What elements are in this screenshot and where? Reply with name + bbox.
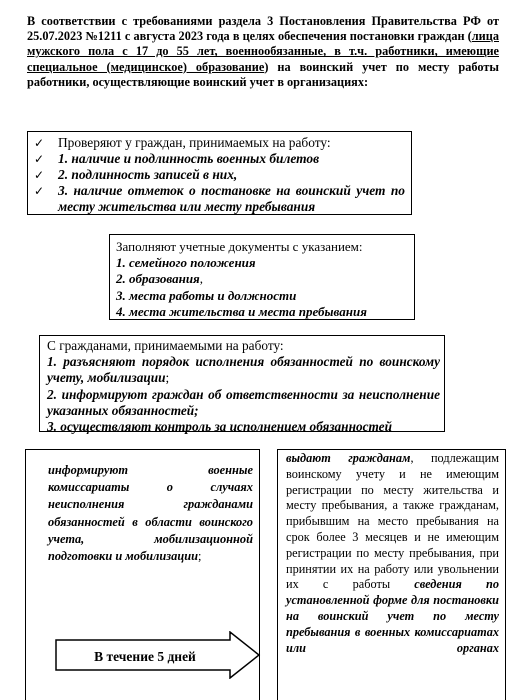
checkmark-icon: ✓ [34,184,45,198]
issue-text: выдают гражданам, подлежащим воинскому учету и не имеющим регистрации по месту жительства и месту пребывания, а также гражданам, прибывшим на место пребывания на срок более 3 месяцев и не имеющим регистрации по месту пребывания, при принятии их на работу или увольнении их с работы сведения по установленной форме для постановки на воинский учет по месту пребывания в военных комиссариатах или органах [286,451,499,655]
fill-item-1: 1. семейного положения [116,255,256,270]
deadline-arrow [55,631,261,679]
check-item-1: ✓ 1. наличие и подлинность военных билетов [34,151,320,166]
fill-item-3: 3. места работы и должности [116,287,297,303]
intro-underlined: лица мужского пола с 17 до 55 лет, военнообязанные, в т.ч. работники, имеющие специальное (медицинское) образование [27,29,499,74]
issue-info-box [277,449,506,700]
explain-item-2: 2. информируют граждан об ответственности за неисполнение указанных обязанностей; [47,386,440,418]
intro-part1: В соответствии с требованиями раздела 3 Постановления Правительства РФ от 25.07.2023 №1211 с августа 2023 года в целях обеспечения постановки граждан ( [27,14,499,44]
explain-item-1: 1. разъясняют порядок исполнения обязанностей по воинскому учету, мобилизации; [47,354,440,386]
check-item-2: ✓ 2. подлинность записей в них, [34,167,238,182]
inform-text: информируют военные комиссариаты о случаях неисполнения гражданами обязанностей в области воинского учета, мобилизационной подготовки и мобилизации; [48,463,253,564]
explain-duties-box [39,335,445,435]
deadline-label: В течение 5 дней [94,649,196,664]
explain-item-3: 3. осуществляют контроль за исполнением обязанностей [47,419,392,435]
checkmark-icon: ✓ [34,168,45,182]
intro-part2: ) на воинский учет по месту работы работники, осуществляющие воинский учет в организациях: [27,59,499,89]
fill-heading: Заполняют учетные документы с указанием: [116,239,363,254]
check-heading: ✓ Проверяют у граждан, принимаемых на работу: [34,135,331,150]
check-documents-box [27,131,412,215]
intro-paragraph [27,14,499,90]
fill-item-4: 4. места жительства и места пребывания [116,304,367,320]
explain-heading: С гражданами, принимаемыми на работу: [47,338,284,353]
fill-item-2: 2. образования, [116,271,204,287]
checkmark-icon: ✓ [34,136,45,150]
check-item-3: ✓ 3. наличие отметок о постановке на воинский учет по месту жительства или месту пребывания [34,183,405,214]
checkmark-icon: ✓ [34,152,45,166]
fill-documents-box [109,234,415,320]
